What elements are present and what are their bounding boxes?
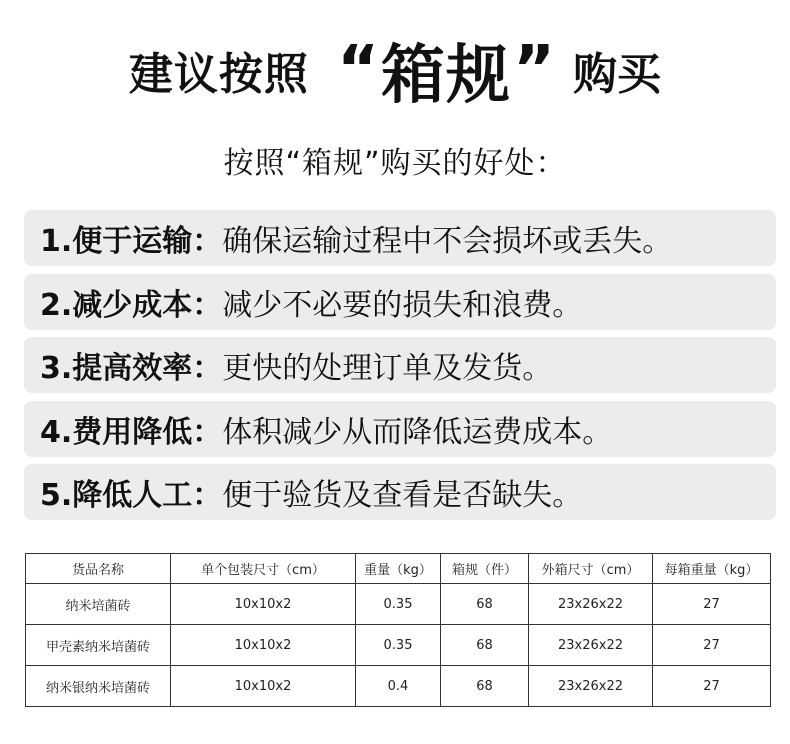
table-cell: 0.35 [356,584,441,625]
table-cell: 23x26x22 [529,666,653,707]
column-header: 外箱尺寸（cm） [529,554,653,584]
title-highlight: 箱规 [381,39,511,113]
table-cell: 甲壳素纳米培菌砖 [26,625,171,666]
column-header: 每箱重量（kg） [653,554,771,584]
benefit-text: 便于验货及查看是否缺失。 [222,478,583,513]
title-part1: 建议按照 [128,49,309,100]
table-cell: 27 [653,625,771,666]
table-cell: 10x10x2 [171,584,356,625]
benefit-text: 体积减少从而降低运费成本。 [222,414,613,450]
table-cell: 10x10x2 [171,625,356,666]
column-header: 单个包装尺寸（cm） [171,554,356,584]
table-cell: 23x26x22 [529,625,653,666]
table-row [26,625,771,666]
benefit-head: 4.费用降低： [40,414,223,450]
benefit-head: 2.减少成本： [40,287,223,323]
table-row [26,666,771,707]
table-cell: 纳米培菌砖 [26,584,171,625]
page-title [0,20,790,120]
subtitle: 按照“箱规”购买的好处： [223,146,567,181]
benefit-text: 确保运输过程中不会损坏或丢失。 [222,224,673,259]
spec-table [25,553,771,707]
column-header: 重量（kg） [356,554,441,584]
title-open-quote: “ [336,33,379,107]
table-cell: 0.4 [356,666,441,707]
benefit-head: 3.提高效率： [40,351,223,386]
table-cell: 68 [441,666,529,707]
table-cell: 27 [653,584,771,625]
benefit-item [24,210,776,266]
benefit-text: 减少不必要的损失和浪费。 [222,287,583,323]
table-cell: 23x26x22 [529,584,653,625]
benefit-text: 更快的处理订单及发货。 [222,351,553,386]
benefit-head: 5.降低人工： [40,478,223,513]
table-cell: 68 [441,584,529,625]
table-cell: 10x10x2 [171,666,356,707]
table-cell: 纳米银纳米培菌砖 [26,666,171,707]
table-cell: 68 [441,625,529,666]
benefit-item [24,337,776,393]
column-header: 货品名称 [26,554,171,584]
table-cell: 27 [653,666,771,707]
benefit-head: 1.便于运输： [40,224,223,259]
title-close-quote: ” [513,33,556,107]
table-cell: 0.35 [356,625,441,666]
benefit-item [24,401,776,457]
title-part2: 购买 [573,49,662,100]
benefit-item [24,274,776,330]
table-row [26,584,771,625]
column-header: 箱规（件） [441,554,529,584]
table-header-row [26,554,771,584]
benefit-item [24,464,776,520]
benefits-list [24,210,776,528]
